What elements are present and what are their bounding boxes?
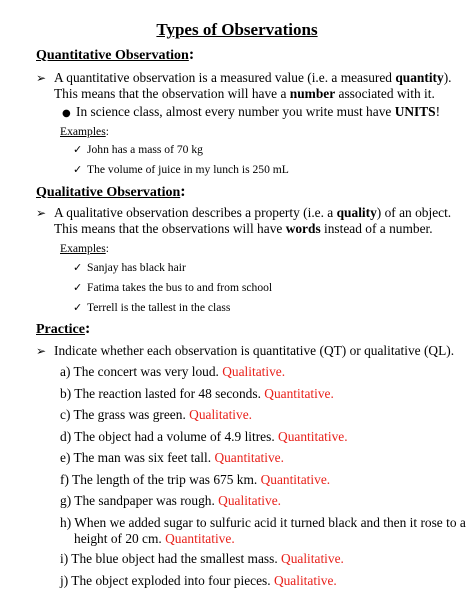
qualitative-line-2 (54, 221, 433, 237)
qualitative-line-2-text: This means that the observations will have (54, 221, 286, 236)
practice-answer: Quantitative. (264, 386, 334, 401)
practice-question: j) The object exploded into four pieces. (60, 573, 274, 588)
qualitative-heading-colon: : (180, 183, 186, 200)
quantitative-line-2-bold: number (289, 86, 336, 101)
quantitative-line-2-text: This means that the observation will have a (54, 86, 290, 101)
page-title: Types of Observations (156, 20, 318, 39)
practice-question: height of 20 cm. (74, 531, 166, 546)
quantitative-examples-label (60, 125, 109, 138)
quantitative-line-1-end: ). (443, 70, 452, 85)
practice-item-a (60, 364, 285, 380)
check-icon: ✓ (73, 301, 83, 314)
examples-label: Examples (60, 125, 106, 138)
practice-heading: Practice (36, 322, 85, 337)
practice-heading-row (36, 320, 90, 338)
check-icon: ✓ (73, 281, 83, 294)
quantitative-heading-row (36, 46, 194, 64)
practice-answer: Qualitative. (222, 364, 286, 379)
examples-label: Examples (60, 242, 106, 255)
example-text: The volume of juice in my lunch is 250 mL (87, 163, 289, 176)
qualitative-examples-label (60, 242, 109, 255)
quantitative-heading-colon: : (188, 46, 195, 63)
practice-question: c) The grass was green. (60, 407, 190, 422)
practice-question: a) The concert was very loud. (60, 364, 223, 379)
qualitative-heading-row (36, 183, 186, 201)
example-text: Sanjay has black hair (87, 261, 186, 274)
practice-item-d (60, 429, 348, 445)
practice-question: h) When we added sugar to sulfuric acid it turned black and then it rose to a (60, 515, 466, 530)
practice-answer: Quantitative. (165, 531, 235, 546)
units-bullet-end: ! (435, 104, 441, 119)
practice-item-b (60, 386, 334, 402)
practice-answer: Qualitative. (273, 573, 337, 588)
check-icon: ✓ (73, 261, 83, 274)
practice-instruction (36, 343, 454, 359)
practice-answer: Quantitative. (214, 450, 284, 465)
quantitative-line-2-end: associated with it. (335, 86, 435, 101)
qualitative-line-1-end: ) of an object. (376, 205, 452, 220)
practice-item-h (60, 515, 466, 531)
practice-item-g (60, 493, 281, 509)
check-icon: ✓ (73, 163, 83, 176)
qualitative-example-2 (73, 281, 272, 294)
practice-answer: Quantitative. (278, 429, 348, 444)
arrow-bullet-icon: ➢ (36, 71, 47, 85)
round-bullet-icon: ● (62, 108, 71, 119)
practice-answer: Qualitative. (218, 493, 282, 508)
example-text: John has a mass of 70 kg (87, 143, 203, 156)
example-text: Fatima takes the bus to and from school (87, 281, 273, 294)
quantitative-example-1 (73, 143, 203, 156)
qualitative-line-1-text: A qualitative observation describes a property (i.e. a (54, 205, 337, 220)
quantitative-line-1-bold: quantity (395, 70, 444, 85)
practice-question: e) The man was six feet tall. (60, 450, 215, 465)
qualitative-line-2-end: instead of a number. (320, 221, 433, 236)
qualitative-line-1-bold: quality (336, 205, 377, 220)
quantitative-example-2 (73, 163, 289, 176)
qualitative-line-1 (36, 205, 451, 221)
arrow-bullet-icon: ➢ (36, 206, 47, 220)
practice-item-h-continued (74, 531, 235, 547)
qualitative-heading: Qualitative Observation (36, 185, 181, 200)
qualitative-line-2-bold: words (285, 221, 321, 236)
practice-question: d) The object had a volume of 4.9 litres. (60, 429, 279, 444)
practice-item-e (60, 450, 284, 466)
practice-instruction-text: Indicate whether each observation is quantitative (QT) or qualitative (QL). (54, 343, 455, 358)
practice-item-f (60, 472, 330, 488)
practice-item-i (60, 551, 344, 567)
units-bullet-bold: UNITS (394, 104, 436, 119)
examples-colon: : (105, 125, 109, 138)
practice-heading-colon: : (84, 320, 91, 337)
quantitative-heading: Quantitative Observation (36, 48, 189, 63)
practice-question: b) The reaction lasted for 48 seconds. (60, 386, 265, 401)
practice-question: f) The length of the trip was 675 km. (60, 472, 261, 487)
practice-question: g) The sandpaper was rough. (60, 493, 219, 508)
qualitative-example-1 (73, 261, 186, 274)
examples-colon: : (105, 242, 109, 255)
check-icon: ✓ (73, 143, 83, 156)
arrow-bullet-icon: ➢ (36, 344, 47, 358)
practice-answer: Qualitative. (281, 551, 344, 566)
practice-answer: Qualitative. (189, 407, 252, 422)
qualitative-example-3 (73, 301, 230, 314)
units-bullet-text: In science class, almost every number you write must have (76, 104, 395, 119)
practice-question: i) The blue object had the smallest mass. (60, 551, 282, 566)
practice-answer: Quantitative. (260, 472, 331, 487)
quantitative-units-bullet (62, 104, 440, 122)
quantitative-line-1 (36, 70, 452, 86)
quantitative-line-2 (54, 86, 435, 102)
example-text: Terrell is the tallest in the class (87, 301, 231, 314)
practice-item-j (60, 573, 337, 589)
quantitative-line-1-text: A quantitative observation is a measured value (i.e. a measured (54, 70, 396, 85)
practice-item-c (60, 407, 252, 423)
